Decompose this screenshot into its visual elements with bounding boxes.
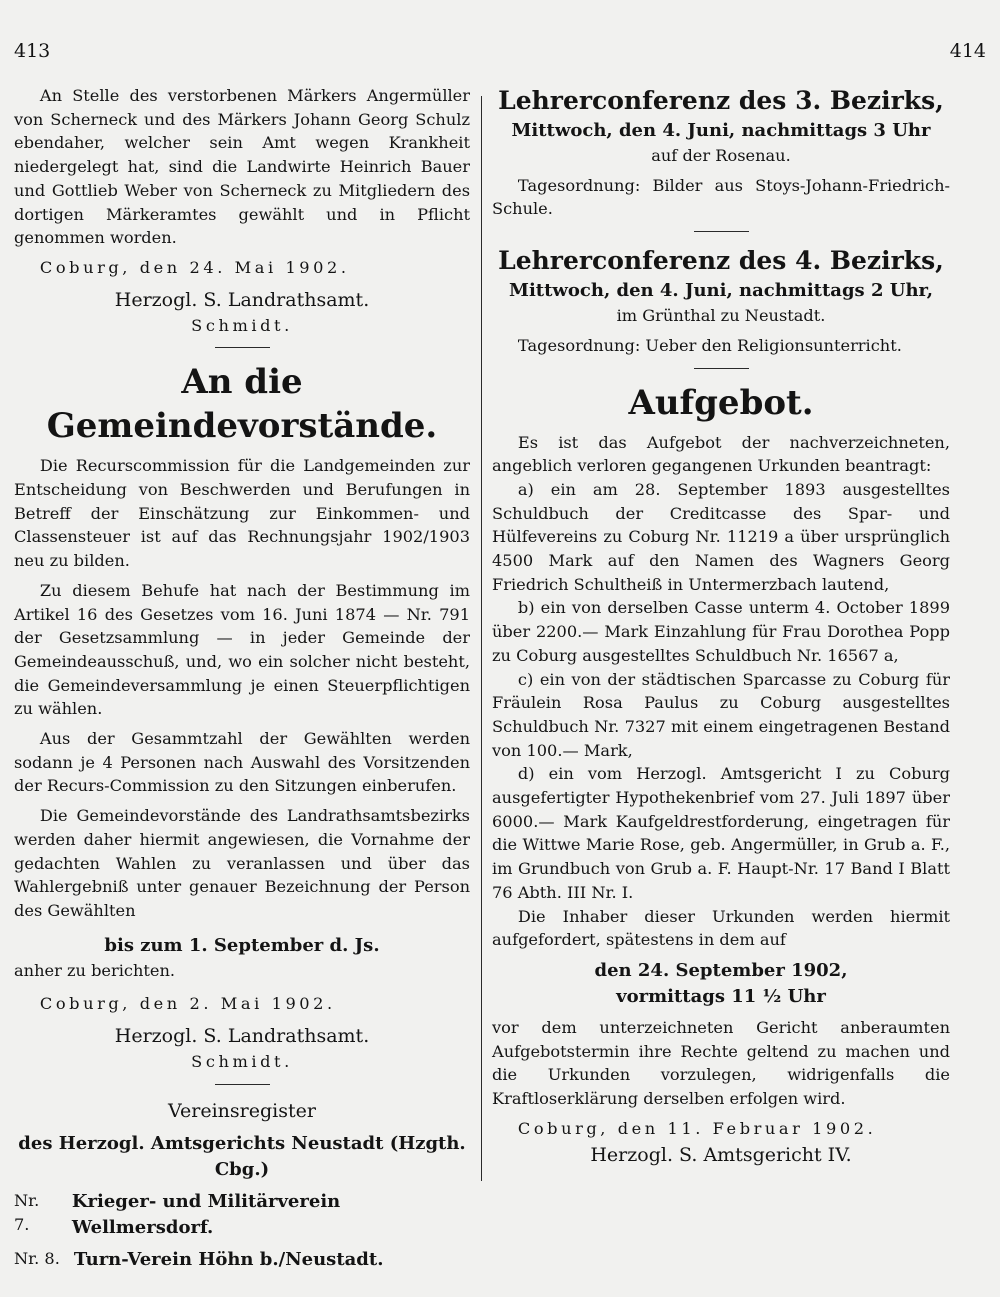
- register-entry: [14, 1247, 470, 1273]
- notice-gemeindevorstaende: [14, 360, 470, 1073]
- authority: Herzogl. S. Amtsgericht IV.: [590, 1143, 852, 1166]
- notice-vereinsregister: [14, 1097, 470, 1273]
- paragraph: Es ist das Aufgebot der nachverzeichneten, angeblich verloren gegangenen Urkunden beantragt:: [492, 432, 950, 476]
- place-date: Coburg, den 11. Februar 1902.: [517, 1118, 877, 1138]
- entry-text: Turn-Verein Höhn b./Neustadt.: [73, 1248, 384, 1270]
- section-rule: [694, 231, 749, 232]
- list-item: c) ein von der städtischen Sparcasse zu Coburg für Fräulein Rosa Paulus zu Coburg ausgestelltes Schuldbuch Nr. 7327 mit einem eingetragenen Bestand von 100.— Mark,: [492, 669, 950, 760]
- notice-body: An Stelle des verstorbenen Märkers Angermüller von Scherneck und des Märkers Johann Georg Schulz ebendaher, welcher sein Amt wegen Krankheit niedergelegt hat, sind die Landwirte Heinrich Bauer und Gottlieb Weber von Scherneck zu Mitgliedern des dortigen Märkeramtes gewählt und in Pflicht genommen worden.: [14, 86, 470, 248]
- entry-number: Nr. 7.: [14, 1190, 40, 1234]
- page-number-right: 414: [949, 40, 986, 62]
- register-entry: [14, 1189, 470, 1241]
- section-heading: Lehrerconferenz des 3. Bezirks,: [498, 86, 944, 115]
- paragraph: Aus der Gesammtzahl der Gewählten werden sodann je 4 Personen nach Auswahl des Vorsitzenden der Recurs-Commission zu den Sitzungen einberufen.: [14, 729, 470, 796]
- page-number-left: 413: [14, 40, 51, 62]
- conference-time: Mittwoch, den 4. Juni, nachmittags 3 Uhr: [511, 120, 931, 141]
- paragraph: Die Gemeindevorstände des Landrathsamtsbezirks werden daher hiermit angewiesen, die Vornahme der gedachten Wahlen zu veranlassen und über das Wahlergebniß unter genauer Bezeichnung der Person des Gewählten: [14, 806, 470, 920]
- section-subheading: des Herzogl. Amtsgerichts Neustadt (Hzgth. Cbg.): [18, 1132, 466, 1180]
- column-divider: [481, 96, 482, 1181]
- paragraph: anher zu berichten.: [14, 960, 176, 980]
- agenda: Tagesordnung: Bilder aus Stoys-Johann-Friedrich-Schule.: [492, 175, 950, 219]
- hearing-time: vormittags 11 ½ Uhr: [616, 985, 826, 1007]
- section-rule: [215, 347, 270, 348]
- paragraph: vor dem unterzeichneten Gericht anberaumten Aufgebotstermin ihre Rechte geltend zu machen und die Urkunden vorzulegen, widrigenfalls die Kraftloserklärung derselben erfolgen wird.: [492, 1017, 950, 1109]
- conference-location: auf der Rosenau.: [651, 146, 791, 165]
- paragraph: Die Inhaber dieser Urkunden werden hiermit aufgefordert, spätestens in dem auf: [492, 906, 950, 950]
- agenda: Tagesordnung: Ueber den Religionsunterricht.: [517, 335, 902, 355]
- section-heading: An die Gemeindevorstände.: [46, 362, 438, 447]
- conference-location: im Grünthal zu Neustadt.: [616, 306, 826, 326]
- conference-time: Mittwoch, den 4. Juni, nachmittags 2 Uhr,: [509, 280, 933, 302]
- place-date: Coburg, den 24. Mai 1902.: [39, 257, 350, 277]
- section-heading: Lehrerconferenz des 4. Bezirks,: [498, 246, 944, 276]
- left-column: [14, 84, 470, 1273]
- paragraph: Zu diesem Behufe hat nach der Bestimmung im Artikel 16 des Gesetzes vom 16. Juni 1874 — Nr. 791 der Gesetzsammlung — in jeder Gemeinde der Gemeindeausschuß, und, wo ein solcher nicht besteht, die Gemeindeversammlung je einen Steuerpflichtigen zu wählen.: [14, 580, 470, 719]
- paragraph: Die Recurscommission für die Landgemeinden zur Entscheidung von Beschwerden und Berufungen in Betreff der Einschätzung zur Einkommen- und Classensteuer ist auf das Rechnungsjahr 1902/1903 neu zu bilden.: [14, 456, 470, 571]
- section-heading: Vereinsregister: [168, 1099, 316, 1122]
- notice-aufgebot: [492, 381, 950, 1169]
- list-item: a) ein am 28. September 1893 ausgestelltes Schuldbuch der Creditcasse des Spar- und Hülfevereins zu Coburg Nr. 11219 a über ursprünglich 4500 Mark auf den Namen des Wagners Georg Friedrich Schultheiß in Untermerzbach lautend,: [492, 479, 950, 594]
- notice-conference-4: [492, 244, 950, 357]
- section-rule: [694, 368, 749, 369]
- place-date: Coburg, den 2. Mai 1902.: [39, 994, 336, 1014]
- notice-maerkeramt: [14, 84, 470, 337]
- section-heading: Aufgebot.: [628, 382, 814, 423]
- notice-conference-3: [492, 84, 950, 221]
- entry-number: Nr. 8.: [14, 1248, 60, 1268]
- signature: Schmidt.: [191, 1052, 293, 1072]
- authority: Herzogl. S. Landrathsamt.: [114, 1025, 370, 1048]
- deadline: bis zum 1. September d. Js.: [104, 934, 380, 956]
- list-item: d) ein vom Herzogl. Amtsgericht I zu Coburg ausgefertigter Hypothekenbrief vom 27. Juli 1897 über 6000.— Mark Kaufgeldrestforderung, eingetragen für die Wittwe Marie Rose, geb. Angermüller, in Grub a. F., im Grundbuch von Grub a. F. Haupt-Nr. 17 Band I Blatt 76 Abth. III Nr. I.: [492, 764, 950, 902]
- right-column: [492, 84, 950, 1169]
- hearing-date: den 24. September 1902,: [594, 959, 848, 981]
- entry-text: Krieger- und Militärverein Wellmersdorf.: [71, 1190, 341, 1238]
- section-rule: [215, 1084, 270, 1085]
- signature: Schmidt.: [191, 315, 293, 335]
- list-item: b) ein von derselben Casse unterm 4. October 1899 über 2200.— Mark Einzahlung für Frau Dorothea Popp zu Coburg ausgestelltes Schuldbuch Nr. 16567 a,: [492, 598, 950, 665]
- authority: Herzogl. S. Landrathsamt.: [114, 288, 370, 311]
